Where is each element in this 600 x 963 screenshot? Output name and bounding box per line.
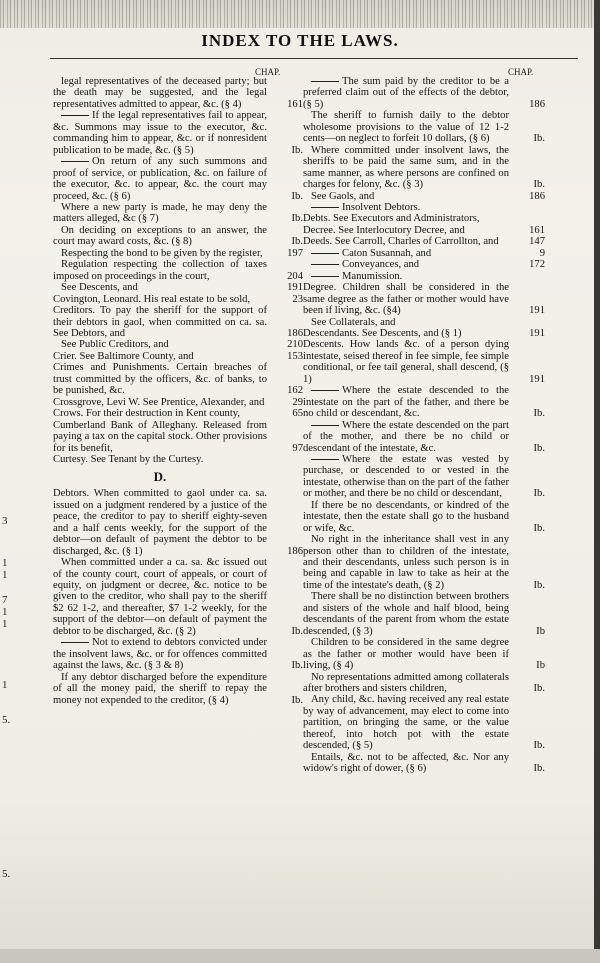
margin-char: 1: [2, 606, 8, 618]
entry-text: Crier. See Baltimore County, and: [53, 350, 194, 362]
page-bottom-edge: [0, 949, 600, 963]
index-entry: [303, 672, 545, 695]
entry-text: See Public Creditors, and: [61, 339, 169, 351]
chap-column-label-right: CHAP.: [508, 67, 534, 77]
entry-text: No representations admitted among collaterals after brothers and sisters children,: [303, 671, 509, 695]
index-entry: [303, 317, 545, 328]
index-entry: [53, 294, 303, 305]
index-entry: [53, 225, 303, 248]
chapter-ref: 23: [292, 293, 303, 305]
entry-text: Caton Susannah, and: [342, 247, 432, 259]
chapter-ref: Ib.: [291, 694, 303, 706]
index-entry: [53, 637, 303, 671]
index-entry: [303, 591, 545, 637]
entry-text: Regulation respecting the collection of taxes imposed on proceedings in the court,: [53, 259, 267, 282]
entry-text: Debts. See Executors and Administrators,: [303, 213, 480, 225]
entry-text: Degree. Children shall be considered in the same degree as the father or mother would have been if living, &c. (§4): [303, 282, 509, 317]
chapter-ref: Ib.: [533, 522, 545, 534]
chapter-ref: Ib: [536, 625, 545, 637]
ditto-dash: [311, 81, 339, 82]
chapter-ref: 210: [287, 339, 303, 351]
entry-text: Debtors. When committed to gaol under ca. sa. issued on a judgment rendered by a justice of the peace, the creditor to pay to sheriff eighty-seven and a half cents weekly, for the support of the debtor—on default of payment the debtor to be discharged, &c. (§ 1): [53, 488, 267, 557]
section-letter: D.: [153, 469, 167, 485]
ditto-dash: [311, 264, 339, 265]
chapter-ref: Ib: [536, 660, 545, 672]
chapter-ref: 9: [539, 247, 545, 259]
ditto-dash: [61, 642, 89, 643]
index-entry: [303, 752, 545, 775]
entry-text: On deciding on exceptions to an answer, the court may award costs, &c. (§ 8): [53, 224, 267, 248]
index-entry: [303, 271, 545, 282]
chapter-ref: 191: [529, 327, 545, 339]
entry-text: Where committed under insolvent laws, the sheriffs to be paid the same sum, and in the same manner, as where persons are confined on charges for felony, &c. (§ 3): [303, 144, 509, 191]
page-top-edge: [0, 0, 600, 28]
entry-text: Insolvent Debtors.: [342, 201, 421, 213]
chapter-ref: Ib.: [291, 190, 303, 202]
ditto-dash: [311, 459, 339, 460]
chapter-ref: Ib.: [291, 660, 303, 672]
ditto-dash: [311, 390, 339, 391]
entry-text: Descendants. See Descents, and (§ 1): [303, 327, 462, 339]
entry-text: legal representatives of the deceased party; but the death may be suggested, and the legal representatives admitted to appear, &c. (§ 4): [53, 76, 267, 110]
entry-text: Any child, &c. having received any real estate by way of advancement, may elect to come into partition, on bringing the same, or the value thereof, into hotch pot with the estate descended, (§ 5): [303, 694, 509, 752]
chapter-ref: Ib.: [291, 625, 303, 637]
entry-text: Conveyances, and: [342, 259, 420, 271]
chapter-ref: Ib.: [533, 579, 545, 591]
entry-text: If there be no descendants, or kindred of the intestate, then the estate shall go to the husband or wife, &c.: [303, 499, 509, 534]
entry-text: There shall be no distinction between brothers and sisters of the whole and half blood, being descendants of the parent from whom the estate descended, (§ 3): [303, 591, 509, 637]
chapter-ref: Ib.: [533, 683, 545, 695]
index-entry: [303, 191, 545, 202]
index-entry: [53, 282, 303, 293]
index-column-right: [303, 76, 545, 775]
chapter-ref: 153: [287, 350, 303, 362]
margin-char: 5.: [2, 714, 11, 726]
entry-text: Covington, Leonard. His real estate to be sold,: [53, 293, 251, 305]
index-entry: [303, 225, 545, 236]
index-entry: [53, 248, 303, 259]
index-entry: [303, 236, 545, 247]
index-entry: [53, 110, 303, 156]
chapter-ref: 147: [529, 236, 545, 248]
chapter-ref: Ib.: [533, 763, 545, 775]
index-entry: [303, 420, 545, 454]
margin-char: 3: [2, 515, 8, 527]
ditto-dash: [311, 253, 339, 254]
chapter-ref: Ib.: [533, 179, 545, 191]
entry-text: Children to be considered in the same degree as the father or mother would have been if living, (§ 4): [303, 637, 509, 672]
chapter-ref: 161: [287, 98, 303, 110]
page-title: INDEX TO THE LAWS.: [201, 31, 399, 50]
index-entry: [303, 454, 545, 500]
entry-text: Crows. For their destruction in Kent county,: [53, 408, 241, 420]
index-entry: [53, 259, 303, 282]
entry-text: The sheriff to furnish daily to the debtor wholesome provisions to the value of 12 1-2 cents—on neglect to forfeit 10 dollars, (§ 6): [303, 110, 509, 145]
title-rule: [50, 58, 578, 59]
chapter-ref: Ib.: [533, 488, 545, 500]
entry-text: Where the estate descended to the intestate on the part of the father, and there be no child or descendant, &c.: [303, 385, 509, 420]
ditto-dash: [311, 276, 339, 277]
chapter-ref: Ib.: [533, 408, 545, 420]
index-entry: [53, 202, 303, 225]
chapter-ref: 186: [529, 98, 545, 110]
chapter-ref: 162: [287, 385, 303, 397]
entry-text: When committed under a ca. sa. &c issued out of the county court, court of appeals, or court of equity, on judgment or decree, &c. notice to be given to the creditor, who shall pay to the sheriff $2 62 1-2, and thereafter, $7 1-2 weekly, for the support of the debtor—on default of payment the debtor to be discharged, &c. (§ 2): [53, 557, 267, 637]
entry-text: Where a new party is made, he may deny the matters alleged, &c (§ 7): [53, 201, 267, 225]
entry-text: Creditors. To pay the sheriff for the support of their debtors in gaol, when committed on ca. sa. See Debtors, and: [53, 305, 267, 339]
chapter-ref: 204: [287, 270, 303, 282]
index-entry: [303, 339, 545, 385]
chapter-ref: 186: [287, 545, 303, 557]
chapter-ref: Ib.: [533, 442, 545, 454]
index-entry: [53, 362, 303, 396]
index-entry: [303, 694, 545, 751]
margin-char: 5.: [2, 868, 11, 880]
left-margin-bleed: [0, 0, 12, 963]
entry-text: Respecting the bond to be given by the register,: [61, 247, 263, 259]
chapter-ref: 191: [287, 282, 303, 294]
chapter-ref: 172: [529, 259, 545, 271]
chapter-ref: Ib.: [533, 740, 545, 752]
index-entry: [53, 397, 303, 408]
chapter-ref: 191: [529, 373, 545, 385]
entry-text: Where the estate descended on the part of the mother, and there be no child or descendant of the intestate, &c.: [303, 419, 509, 454]
ditto-dash: [61, 161, 89, 162]
index-entry: [53, 454, 303, 465]
index-entry: [303, 282, 545, 316]
entry-text: If any debtor discharged before the expenditure of all the money paid, the sheriff to repay the money not expended to the creditor, (§ 4): [53, 671, 267, 706]
entry-text: Crossgrove, Levi W. See Prentice, Alexander, and: [53, 396, 265, 408]
entry-text: See Collaterals, and: [311, 316, 396, 328]
chapter-ref: Ib.: [533, 133, 545, 145]
index-entry: [53, 339, 303, 350]
index-entry: [303, 259, 545, 270]
ditto-dash: [311, 425, 339, 426]
index-entry: [303, 534, 545, 591]
index-entry: [303, 110, 545, 144]
chapter-ref: Ib.: [291, 236, 303, 248]
entry-text: If the legal representatives fail to appear, &c. Summons may issue to the executor, &c. commanding him to appear, &c. or if nonresident publication to be made, &c. (§ 5): [53, 110, 267, 156]
index-entry: [53, 488, 303, 557]
ditto-dash: [61, 115, 89, 116]
entry-text: Deeds. See Carroll, Charles of Carrollton, and: [303, 236, 499, 248]
entry-text: Curtesy. See Tenant by the Curtesy.: [53, 453, 204, 465]
page-right-edge: [594, 0, 600, 963]
index-entry: [53, 351, 303, 362]
index-entry: [303, 500, 545, 534]
index-entry: [303, 385, 545, 419]
index-entry: [303, 76, 545, 110]
entry-text: Not to extend to debtors convicted under the insolvent laws, &c. or for offences committed against the laws, &c. (§ 3 & 8): [53, 637, 267, 672]
chapter-ref: 97: [292, 442, 303, 454]
chapter-ref: 191: [529, 305, 545, 317]
entry-text: The sum paid by the creditor to be a preferred claim out of the effects of the debtor, (§ 5): [303, 76, 509, 110]
index-entry: [303, 213, 545, 224]
chapter-ref: Ib.: [291, 213, 303, 225]
entry-text: See Descents, and: [61, 282, 138, 294]
entry-text: Entails, &c. not to be affected, &c. Nor any widow's right of dower, (§ 6): [303, 751, 509, 775]
index-entry: [303, 248, 545, 259]
index-entry: [303, 145, 545, 191]
entry-text: Decree. See Interlocutory Decree, and: [303, 224, 465, 236]
entry-text: Where the estate was vested by purchase, or descended to or vested in the intestate, otherwise than on the part of the father or mother, and there be no child or descendant,: [303, 453, 509, 500]
margin-char: 1: [2, 679, 8, 691]
entry-text: No right in the inheritance shall vest in any person other than to children of the intestate, and their descendants, unless such person is in being and capable in law to take as heir at the time of the intestate's death, (§ 2): [303, 534, 509, 591]
entry-text: Manumission.: [342, 270, 403, 282]
margin-char: 1: [2, 618, 8, 630]
entry-text: Crimes and Punishments. Certain breaches of trust committed by the officers, &c. of banks, to be punished, &c.: [53, 362, 267, 397]
chapter-ref: Ib.: [291, 144, 303, 156]
entry-text: On return of any such summons and proof of service, or publication, &c. on failure of the executor, &c. to appear, &c. the court may proceed, &c. (§ 6): [53, 156, 267, 202]
index-entry: [53, 305, 303, 339]
chapter-ref: 65: [292, 408, 303, 420]
margin-char: 1: [2, 557, 8, 569]
index-entry: [303, 637, 545, 671]
ditto-dash: [311, 207, 339, 208]
index-entry: [53, 408, 303, 419]
margin-char: 7: [2, 594, 8, 606]
index-entry: [53, 557, 303, 637]
index-entry: [53, 672, 303, 706]
chapter-ref: 186: [287, 327, 303, 339]
margin-char: 1: [2, 569, 8, 581]
chapter-ref: 161: [529, 224, 545, 236]
index-entry: [53, 420, 303, 454]
index-entry: [303, 202, 545, 213]
index-entry: [53, 156, 303, 202]
entry-text: Cumberland Bank of Alleghany. Released from paying a tax on the capital stock. Other provisions for its benefit,: [53, 419, 267, 454]
entry-text: See Gaols, and: [311, 190, 375, 202]
index-entry: [303, 328, 545, 339]
chap-column-label-left: CHAP.: [255, 67, 281, 77]
chapter-ref: 186: [529, 190, 545, 202]
chapter-ref: 197: [287, 247, 303, 259]
index-entry: [53, 76, 303, 110]
chapter-ref: 29: [292, 396, 303, 408]
index-column-left: [53, 76, 303, 706]
entry-text: Descents. How lands &c. of a person dying intestate, seised thereof in fee simple, fee simple conditional, or fee tail general, shall descend, (§ 1): [303, 339, 509, 385]
